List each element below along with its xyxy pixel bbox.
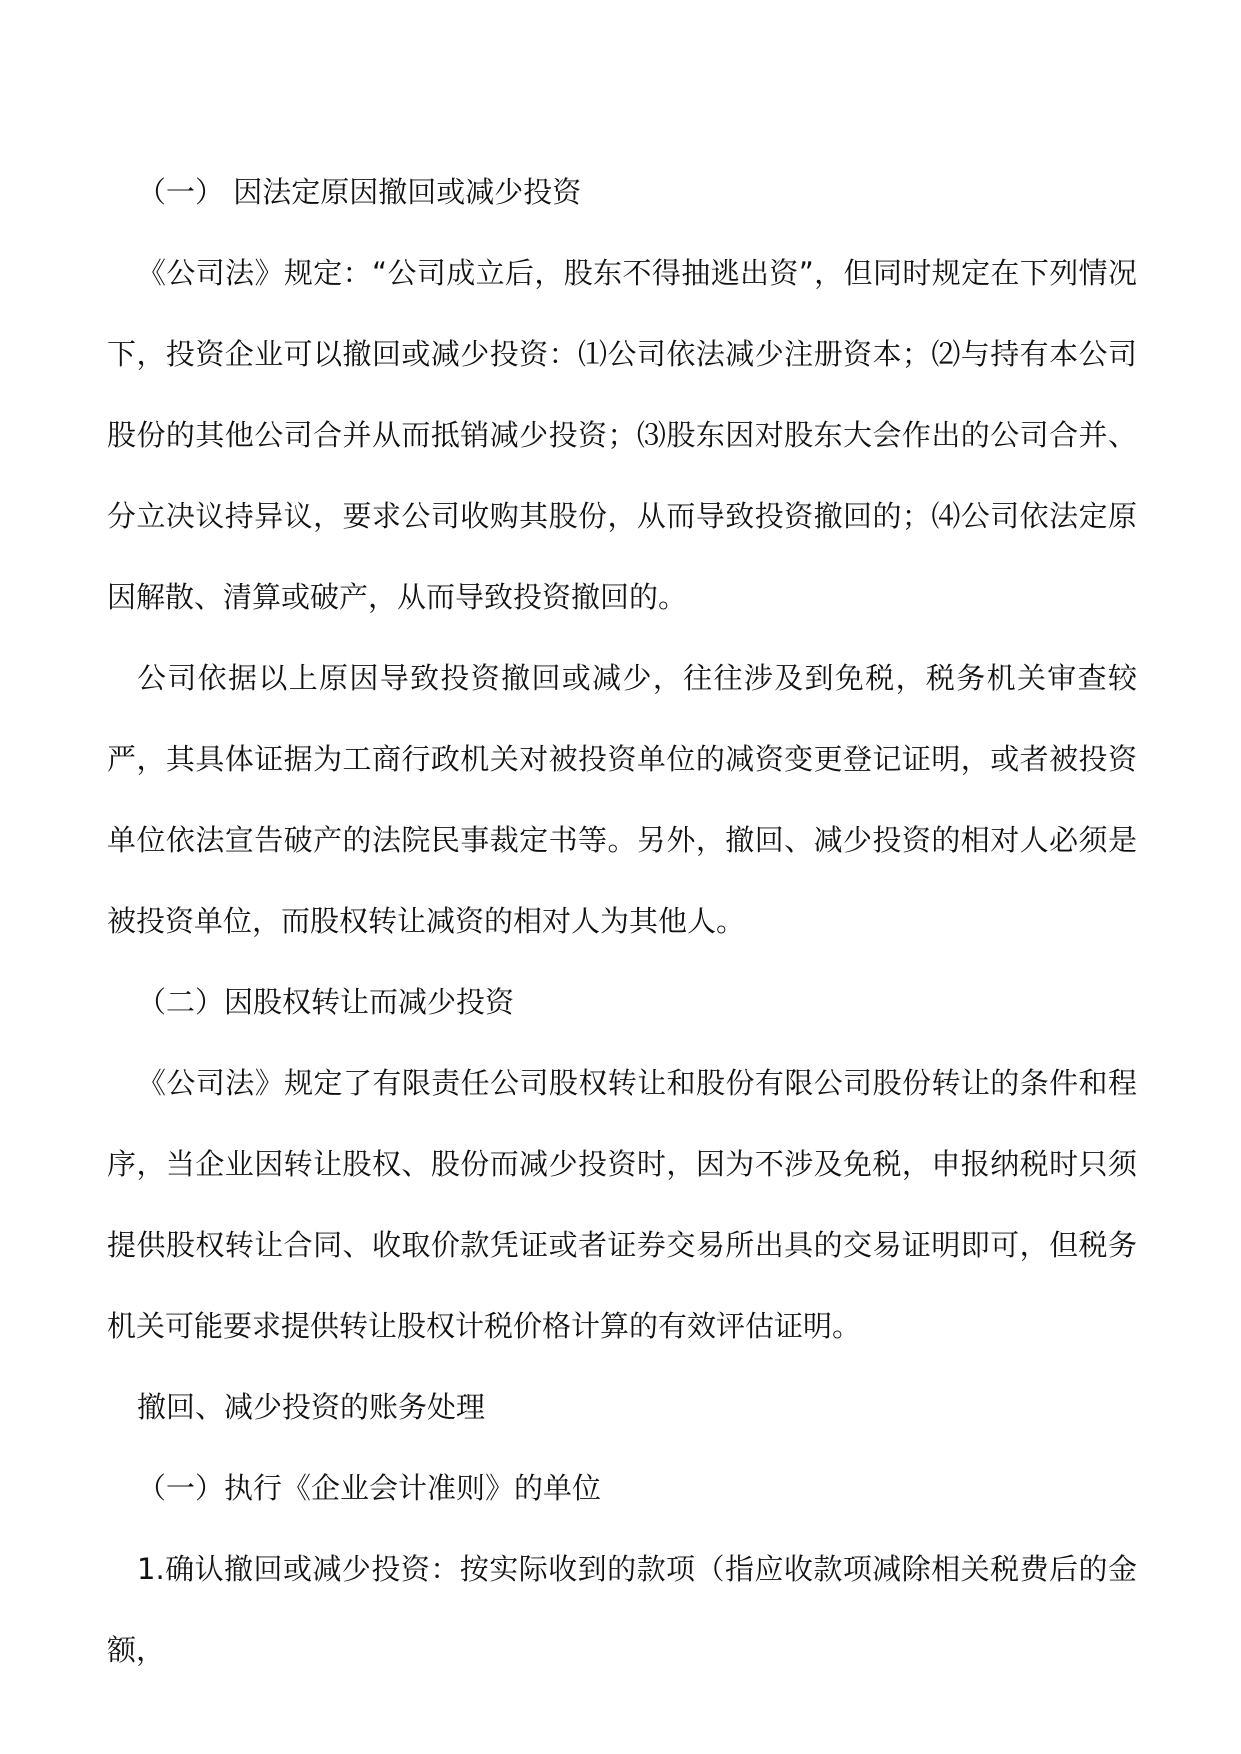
section-heading-legal-reasons: （一） 因法定原因撤回或减少投资	[137, 175, 582, 209]
section-heading-enterprise-accounting-standards: （一）执行《企业会计准则》的单位	[137, 1471, 602, 1505]
section-heading-accounting-treatment: 撤回、减少投资的账务处理	[137, 1390, 486, 1424]
paragraph-equity-transfer-conditions: 《公司法》规定了有限责任公司股权转让和股份有限公司股份转让的条件和程序，当企业因转让股权、股份而减少投资时，因为不涉及免税，申报纳税时只须提供股权转让合同、收取价款凭证或者证券交易所出具的交易证明即可，但税务机关可能要求提供转让股权计税价格计算的有效评估证明。	[107, 1066, 1137, 1343]
section-heading-equity-transfer: （二）因股权转让而减少投资	[137, 985, 515, 1019]
paragraph-tax-review-evidence: 公司依据以上原因导致投资撤回或减少，往往涉及到免税，税务机关审查较严，其具体证据为工商行政机关对被投资单位的减资变更登记证明，或者被投资单位依法宣告破产的法院民事裁定书等。另外，撤回、减少投资的相对人必须是被投资单位，而股权转让减资的相对人为其他人。	[107, 661, 1137, 938]
paragraph-company-law-provisions: 《公司法》规定：“公司成立后，股东不得抽逃出资”，但同时规定在下列情况下，投资企业可以撤回或减少投资：⑴公司依法减少注册资本；⑵与持有本公司股份的其他公司合并从而抵销减少投资；⑶股东因对股东大会作出的公司合并、分立决议持异议，要求公司收购其股份，从而导致投资撤回的；⑷公司依法定原因解散、清算或破产，从而导致投资撤回的。	[107, 256, 1137, 614]
document-body	[107, 152, 1137, 1691]
paragraph-confirm-withdrawal: 1.确认撤回或减少投资：按实际收到的款项（指应收款项减除相关税费后的金额，	[107, 1552, 1137, 1667]
